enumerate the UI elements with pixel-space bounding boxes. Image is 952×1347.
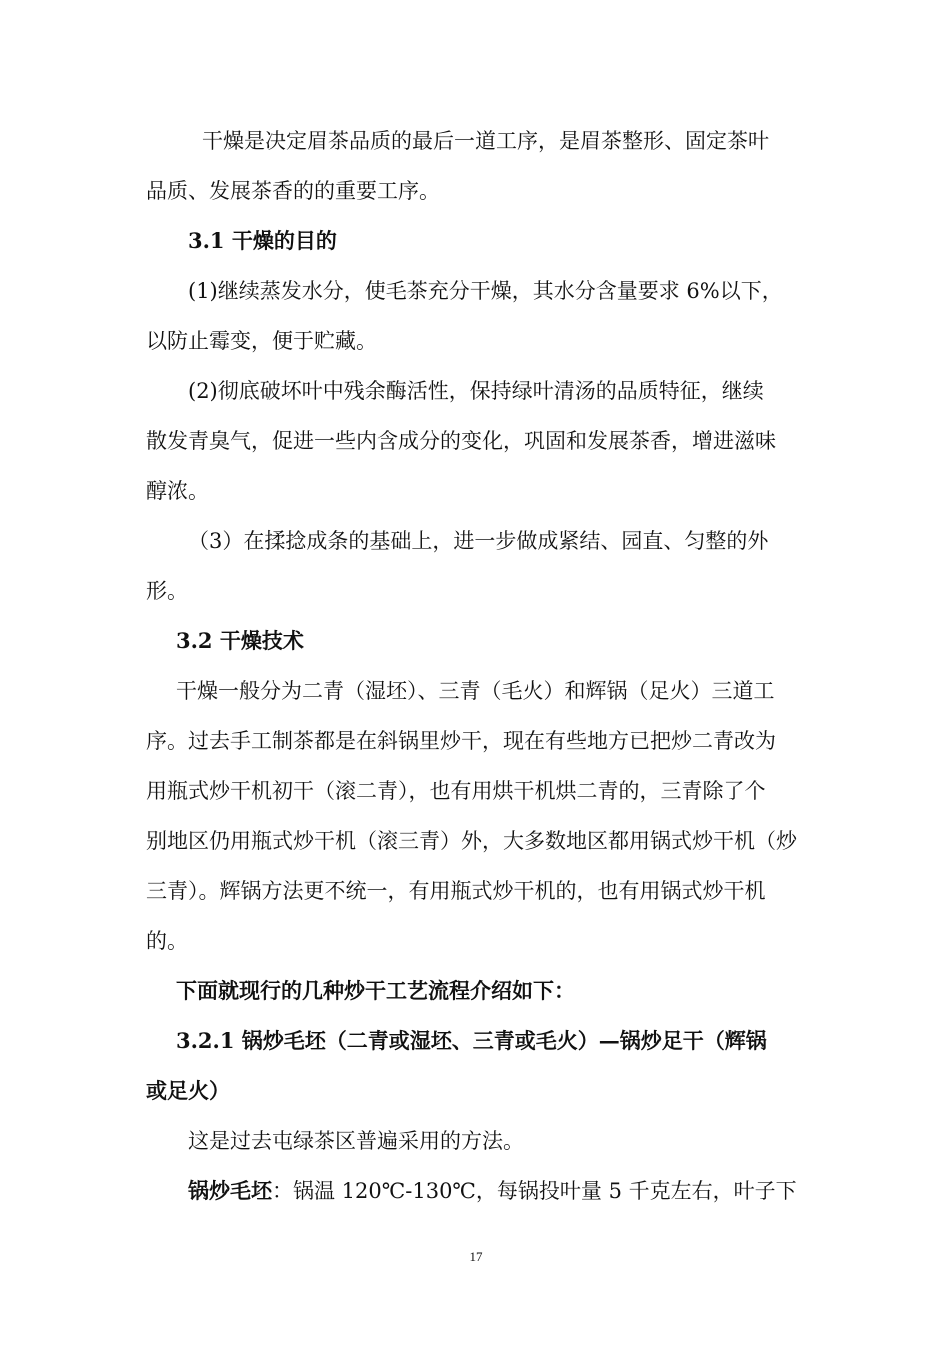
paragraph-line: 干燥是决定眉茶品质的最后一道工序，是眉茶整形、固定茶叶 [202,129,769,153]
paragraph-line: 醇浓。 [146,479,209,503]
paragraph-line: 用瓶式炒干机初干（滚二青），也有用烘干机烘二青的，三青除了个 [146,779,766,803]
inline-term-bold: 锅炒毛坯 [188,1178,272,1203]
paragraph-line: （3）在揉捻成条的基础上，进一步做成紧结、园直、匀整的外 [188,529,769,553]
paragraph-line: 以防止霉变，便于贮藏。 [146,329,377,353]
inline-text: ：锅温 120℃-130℃，每锅投叶量 5 千克左右，叶子下 [272,1179,797,1203]
paragraph-line [188,1176,810,1206]
paragraph-line: 品质、发展茶香的的重要工序。 [146,179,440,203]
section-heading-3-2-1: 3.2.1 锅炒毛坯（二青或湿坯、三青或毛火）—锅炒足干（辉锅 [176,1028,767,1053]
paragraph-line: 序。过去手工制茶都是在斜锅里炒干，现在有些地方已把炒二青改为 [146,729,776,753]
paragraph-line: (1)继续蒸发水分，使毛茶充分干燥，其水分含量要求 6%以下， [188,279,783,303]
section-heading-3-2-1-cont: 或足火） [146,1078,230,1103]
paragraph-line: (2)彻底破坏叶中残余酶活性，保持绿叶清汤的品质特征，继续 [188,379,764,403]
paragraph-line: 形。 [146,579,188,603]
section-heading-3-2: 3.2 干燥技术 [176,628,304,653]
paragraph-line: 这是过去屯绿茶区普遍采用的方法。 [188,1129,524,1153]
intro-heading: 下面就现行的几种炒干工艺流程介绍如下： [176,978,575,1003]
paragraph-line: 三青）。辉锅方法更不统一，有用瓶式炒干机的，也有用锅式炒干机 [146,879,766,903]
page-number: 17 [469,1249,483,1264]
section-heading-3-1: 3.1 干燥的目的 [188,228,337,253]
paragraph-line: 散发青臭气，促进一些内含成分的变化，巩固和发展茶香，增进滋味 [146,429,776,453]
paragraph-line: 别地区仍用瓶式炒干机（滚三青）外，大多数地区都用锅式炒干机（炒 [146,829,797,853]
paragraph-line: 干燥一般分为二青（湿坯）、三青（毛火）和辉锅（足火）三道工 [176,679,775,703]
paragraph-line: 的。 [146,929,188,953]
